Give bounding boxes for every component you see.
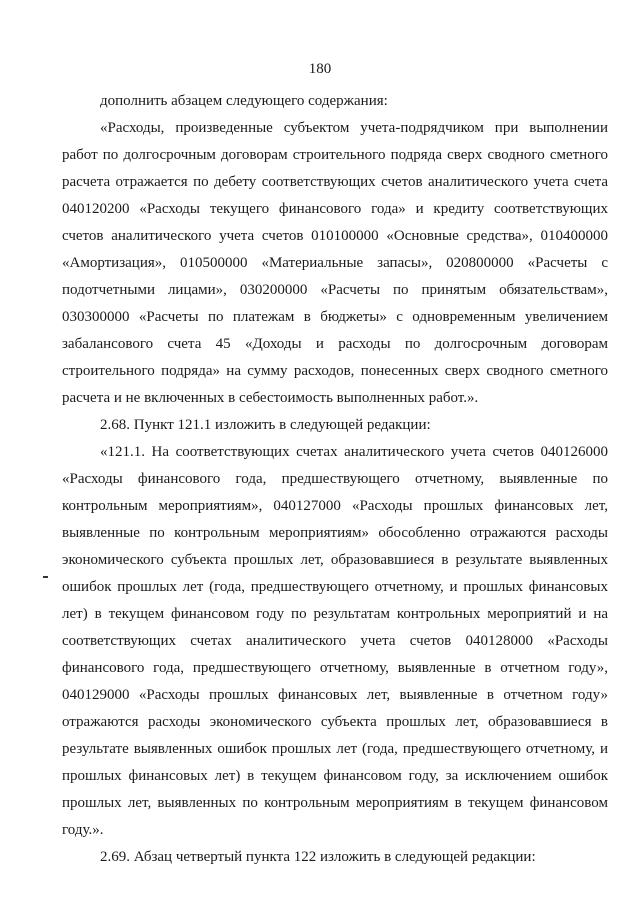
text-line: результате выявленных ошибок прошлых лет (года, предшествующего отчетному, и — [62, 741, 608, 757]
text-line: выявленные по контрольным мероприятиям» обособленно отражаются расходы — [62, 525, 608, 541]
text-line: 040120200 «Расходы текущего финансового года» и кредиту соответствующих — [62, 201, 608, 217]
page-number: 180 — [308, 61, 332, 77]
text-line: 030300000 «Расчеты по платежам в бюджеты» с одновременным увеличением — [62, 309, 608, 325]
text-line: 040129000 «Расходы прошлых финансовых лет, выявленные в отчетном году» — [62, 687, 608, 703]
text-line: соответствующих счетах аналитического учета счетов 040128000 «Расходы — [62, 633, 608, 649]
text-line: 2.69. Абзац четвертый пункта 122 изложить в следующей редакции: — [100, 849, 536, 865]
text-line: экономического субъекта прошлых лет, образовавшиеся в результате выявленных — [62, 552, 608, 568]
text-line: ошибок прошлых лет (года, предшествующего отчетному, и прошлых финансовых — [62, 579, 608, 595]
text-line: отражаются расходы экономического субъекта прошлых лет, образовавшиеся в — [62, 714, 608, 730]
text-line: «121.1. На соответствующих счетах аналитического учета счетов 040126000 — [100, 444, 608, 460]
text-line: забалансового счета 45 «Доходы и расходы по долгосрочным договорам — [62, 336, 608, 352]
text-line: строительного подряда» на сумму расходов, понесенных сверх сводного сметного — [62, 363, 608, 379]
text-line: году.». — [62, 822, 104, 838]
text-line: «Расходы финансового года, предшествующего отчетному, выявленные по — [62, 471, 608, 487]
text-line: 2.68. Пункт 121.1 изложить в следующей редакции: — [100, 417, 431, 433]
text-line: работ по долгосрочным договорам строительного подряда сверх сводного сметного — [62, 147, 608, 163]
text-line: лет) в текущем финансовом году по результатам контрольных мероприятий и на — [62, 606, 608, 622]
scan-artifact-mark — [43, 576, 48, 578]
text-line: контрольным мероприятиям», 040127000 «Расходы прошлых финансовых лет, — [62, 498, 608, 514]
text-line: расчета и не включенных в себестоимость выполненных работ.». — [62, 390, 479, 406]
text-line: прошлых финансовых лет) в текущем финансовом году, за исключением ошибок — [62, 768, 608, 784]
text-line: «Амортизация», 010500000 «Материальные запасы», 020800000 «Расчеты с — [62, 255, 608, 271]
text-line: расчета отражается по дебету соответствующих счетов аналитического учета счета — [62, 174, 608, 190]
text-line: финансового года, предшествующего отчетному, выявленные в отчетном году», — [62, 660, 608, 676]
text-line: «Расходы, произведенные субъектом учета-подрядчиком при выполнении — [100, 120, 608, 136]
text-line: подотчетными лицами», 030200000 «Расчеты по принятым обязательствам», — [62, 282, 608, 298]
text-line: прошлых лет, выявленных по контрольным мероприятиям в текущем финансовом — [62, 795, 608, 811]
text-line: дополнить абзацем следующего содержания: — [100, 93, 388, 109]
text-line: счетов аналитического учета счетов 010100000 «Основные средства», 010400000 — [62, 228, 608, 244]
